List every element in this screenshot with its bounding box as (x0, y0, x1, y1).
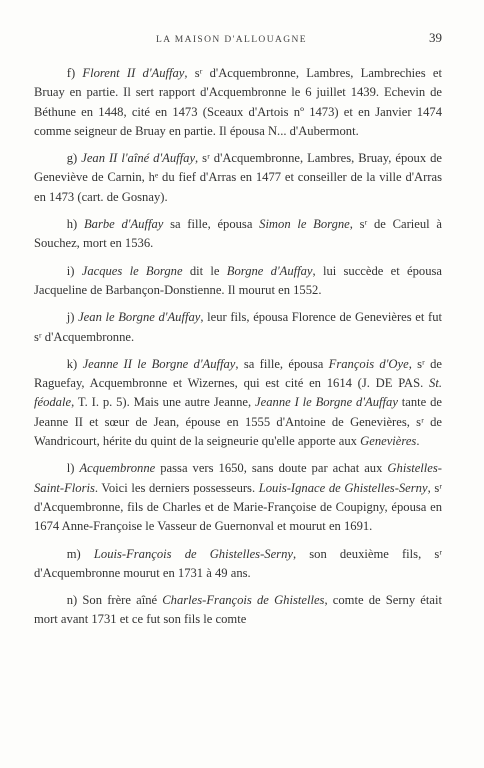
italic-name: Borgne d'Auffay (226, 263, 313, 278)
italic-name: St. féodale (34, 376, 442, 410)
italic-name: Jacques le Borgne (81, 263, 183, 278)
italic-name: Charles-François de Ghistelles (162, 593, 325, 608)
text-run: passa vers 1650, sans doute par achat aux (155, 461, 388, 476)
paragraph-entry (34, 215, 442, 254)
text-run: , lui succède et épousa Jacqueline de Barbançon-Donstienne. Il mourut en 1552. (34, 263, 442, 297)
text-run: , son deuxième fils, sʳ d'Acquembronne mourut en 1731 à 49 ans. (34, 546, 442, 580)
paragraph-entry (34, 64, 442, 141)
paragraph-entry (34, 262, 442, 301)
entry-label: m) (66, 546, 81, 561)
paragraph-entry (34, 591, 442, 630)
paragraph-entry (34, 459, 442, 536)
text-run: . (416, 434, 420, 449)
page-number: 39 (429, 30, 442, 45)
entry-label: j) (66, 310, 75, 325)
entry-label: k) (66, 356, 78, 371)
running-head: LA MAISON D'ALLOUAGNE (156, 35, 307, 45)
text-run (77, 217, 84, 231)
entry-label: f) (66, 66, 76, 80)
italic-name: Jeanne I le Borgne d'Auffay (255, 395, 398, 410)
italic-name: Barbe d'Auffay (83, 217, 164, 232)
italic-name: François d'Oye (328, 356, 409, 371)
entry-label: n) (66, 593, 78, 608)
paragraph-entry (34, 545, 442, 584)
text-run: , sa fille, épousa (235, 356, 329, 371)
text-run: tante de Jeanne II et sœur de Jean, épouse en 1555 d'Antoine de Genevières, sʳ de Wandricourt, hérite du quint de la seigneurie qu'elle apporte aux (34, 395, 442, 449)
italic-name: Jeanne II le Borgne d'Auffay (82, 356, 236, 371)
text-run: , sʳ de Carieul à Souchez, mort en 1536. (34, 217, 442, 251)
italic-name: Simon le Borgne (259, 217, 350, 232)
italic-name: Louis-Ignace de Ghistelles-Serny (258, 480, 428, 495)
text-run: , sʳ d'Acquembronne, Lambres, Bruay, époux de Geneviève de Carnin, hᵉ du fief d'Arras en 1477 et conseiller de la ville d'Arras en 1473 (cart. de Gosnay). (34, 151, 442, 204)
body-text (34, 64, 442, 630)
text-run: , leur fils, épousa Florence de Genevières et fut sʳ d'Acquembronne. (34, 310, 442, 344)
text-run (81, 547, 94, 561)
italic-name: Ghistelles-Saint-Floris (34, 461, 442, 495)
italic-name: Jean II l'aîné d'Auffay (81, 151, 196, 166)
italic-name: Acquembronne (79, 461, 156, 476)
entry-label: g) (66, 151, 78, 166)
entry-label: l) (66, 461, 75, 476)
text-run: sa fille, épousa (163, 217, 260, 232)
paragraph-entry (34, 355, 442, 451)
text-run: dit le (182, 263, 227, 278)
text-run: , sʳ d'Acquembronne, fils de Charles et de Marie-Françoise de Coupigny, épousa en 1674 Anne-Françoise le Vasseur de Guernonval et mourut en 1691. (34, 480, 442, 534)
text-run: , comte de Serny était mort avant 1731 et ce fut son fils le comte (34, 593, 442, 627)
text-run: , sʳ d'Acquembronne, Lambres, Lambrechies et Bruay en partie. Il sert rapport d'Acquembronne le 6 juillet 1439. Echevin de Béthune en 1448, cité en 1473 (Sceaux d'Artois nº 1473) et en Janvier 1474 comme seigneur de Bruay en partie. Il épousa N... d'Aubermont. (34, 66, 442, 138)
paragraph-entry (34, 149, 442, 207)
page-header (34, 30, 442, 46)
italic-name: Louis-François de Ghistelles-Serny (93, 546, 293, 561)
text-run: Son frère aîné (77, 593, 163, 608)
text-run: . Voici les derniers possesseurs. (94, 480, 259, 495)
italic-name: Jean le Borgne d'Auffay (78, 310, 201, 325)
paragraph-entry (34, 308, 442, 347)
entry-label: h) (66, 217, 78, 232)
italic-name: Genevières (360, 434, 417, 449)
text-run: , sʳ de Raguefay, Acquembronne et Wizernes, qui est cité en 1614 (J. DE PAS. (34, 356, 442, 391)
text-run: , T. I. p. 5). Mais une autre Jeanne, (71, 395, 256, 410)
text-run (74, 264, 81, 278)
entry-label: i) (66, 263, 75, 278)
italic-name: Florent II d'Auffay (82, 66, 185, 80)
